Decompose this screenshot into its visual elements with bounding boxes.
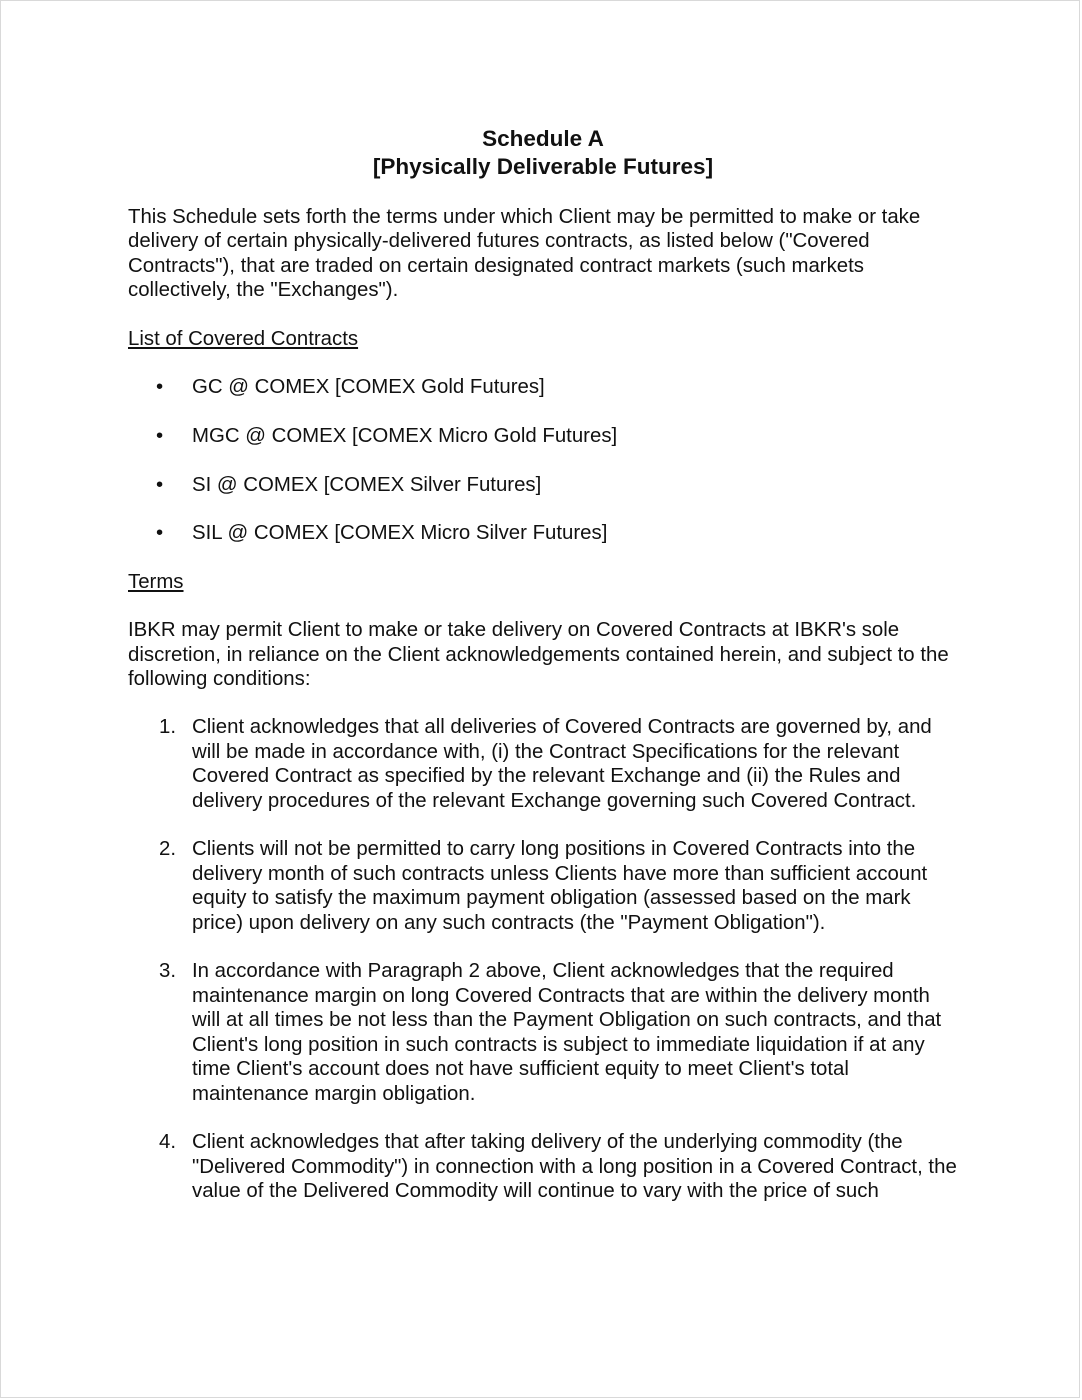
list-item [128, 837, 958, 935]
condition-text: Client acknowledges that all deliveries of Covered Contracts are governed by, and will be made in accordance with, (i) the Contract Specifications for the relevant Covered Contract as specified by the relevant Exchange and (ii) the Rules and delivery procedures of the relevant Exchange governing such Covered Contract. [192, 716, 932, 812]
list-item [128, 473, 958, 497]
condition-number: 3. [159, 960, 177, 983]
list-item [128, 1130, 958, 1203]
contract-label: SIL @ COMEX [COMEX Micro Silver Futures] [192, 522, 608, 545]
list-item [128, 424, 958, 448]
conditions-list [128, 715, 958, 1203]
document-title: Schedule A [482, 126, 604, 151]
contract-label: SI @ COMEX [COMEX Silver Futures] [192, 473, 542, 496]
title-block [128, 125, 958, 181]
document-body [128, 125, 958, 1228]
bullet-icon: • [156, 522, 164, 545]
contract-label: MGC @ COMEX [COMEX Micro Gold Futures] [192, 424, 618, 447]
terms-heading: Terms [128, 570, 184, 593]
list-item [128, 959, 958, 1105]
condition-text: In accordance with Paragraph 2 above, Client acknowledges that the required maintenance margin on long Covered Contracts that are within the delivery month will at all times be not less than the Payment Obligation on such contracts, and that Client's long position in such contracts is subject to immediate liquidation if at any time Client's account does not have sufficient equity to meet Client's total maintenance margin obligation. [192, 960, 942, 1105]
contract-label: GC @ COMEX [COMEX Gold Futures] [192, 376, 545, 399]
list-item [128, 715, 958, 813]
condition-number: 4. [159, 1131, 177, 1154]
bullet-icon: • [156, 424, 164, 447]
condition-text: Client acknowledges that after taking delivery of the underlying commodity (the "Delivered Commodity") in connection with a long position in a Covered Contract, the value of the Delivered Commodity will continue to vary with the price of such [192, 1131, 957, 1203]
terms-intro-paragraph: IBKR may permit Client to make or take delivery on Covered Contracts at IBKR's sole discretion, in reliance on the Client acknowledgements contained herein, and subject to the following conditions: [128, 619, 949, 691]
contracts-heading: List of Covered Contracts [128, 327, 359, 350]
condition-text: Clients will not be permitted to carry long positions in Covered Contracts into the delivery month of such contracts unless Clients have more than sufficient account equity to satisfy the maximum payment obligation (assessed based on the mark price) upon delivery on any such contracts (the "Payment Obligation"). [192, 838, 928, 934]
covered-contracts-list [128, 375, 958, 546]
intro-paragraph: This Schedule sets forth the terms under which Client may be permitted to make or take delivery of certain physically-delivered futures contracts, as listed below ("Covered Contracts"), that are traded on certain designated contract markets (such markets collectively, the "Exchanges"). [128, 206, 921, 302]
condition-number: 2. [159, 838, 177, 861]
list-item [128, 521, 958, 545]
bullet-icon: • [156, 376, 164, 399]
document-subtitle: [Physically Deliverable Futures] [372, 154, 714, 179]
list-item [128, 375, 958, 399]
condition-number: 1. [159, 716, 177, 739]
bullet-icon: • [156, 473, 164, 496]
